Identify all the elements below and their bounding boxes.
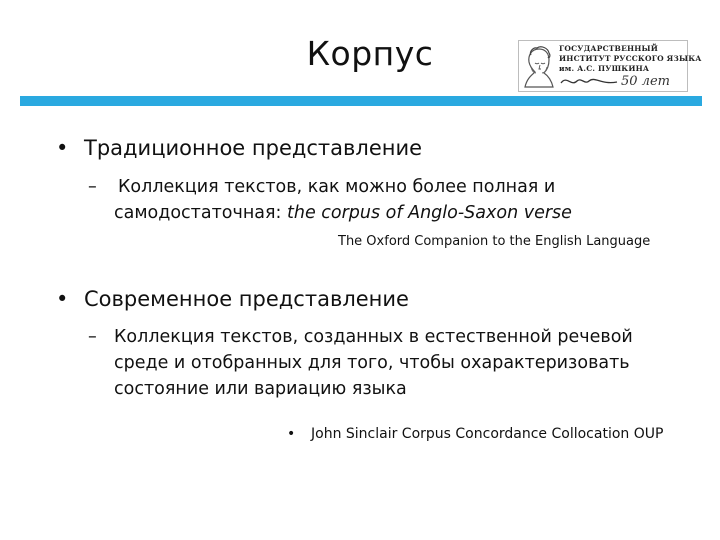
logo-line-2: ИНСТИТУТ РУССКОГО ЯЗЫКА — [559, 54, 702, 63]
bullet-modern — [56, 287, 409, 311]
bullet-modern-label: Современное представление — [84, 287, 409, 311]
sub-dash: – — [88, 177, 97, 197]
subpoint-traditional-line-2-italic: the corpus of Anglo-Saxon verse — [287, 203, 572, 223]
source-bullet: • — [287, 426, 296, 442]
bullet-dot: • — [56, 136, 69, 160]
source-sinclair-label: John Sinclair Corpus Concordance Collocation OUP — [311, 426, 664, 442]
bullet-traditional-label: Традиционное представление — [84, 136, 423, 160]
sub-dash: – — [88, 327, 97, 347]
subpoint-traditional-line-2-plain: самодостаточная: — [114, 203, 287, 223]
subpoint-modern — [88, 324, 698, 402]
subpoint-modern-line-3: состояние или вариацию языка — [114, 379, 407, 399]
bullet-traditional — [56, 136, 422, 160]
subpoint-traditional — [88, 174, 698, 226]
source-sinclair — [287, 426, 663, 442]
logo-anniversary-text: 50 лет — [621, 74, 670, 89]
subpoint-modern-line-2: среде и отобранных для того, чтобы охарактеризовать — [114, 353, 630, 373]
subpoint-modern-line-1: Коллекция текстов, созданных в естественной речевой — [114, 327, 633, 347]
subpoint-traditional-line-1: Коллекция текстов, как можно более полная и — [118, 177, 556, 197]
source-oxford: The Oxford Companion to the English Language — [338, 234, 651, 249]
bullet-dot: • — [56, 287, 69, 311]
logo-line-1: ГОСУДАРСТВЕННЫЙ — [559, 44, 659, 53]
logo-line-3: им. А.С. ПУШКИНА — [559, 64, 650, 73]
subpoint-traditional-line-2 — [88, 200, 698, 226]
slide-title: Корпус — [306, 34, 434, 73]
